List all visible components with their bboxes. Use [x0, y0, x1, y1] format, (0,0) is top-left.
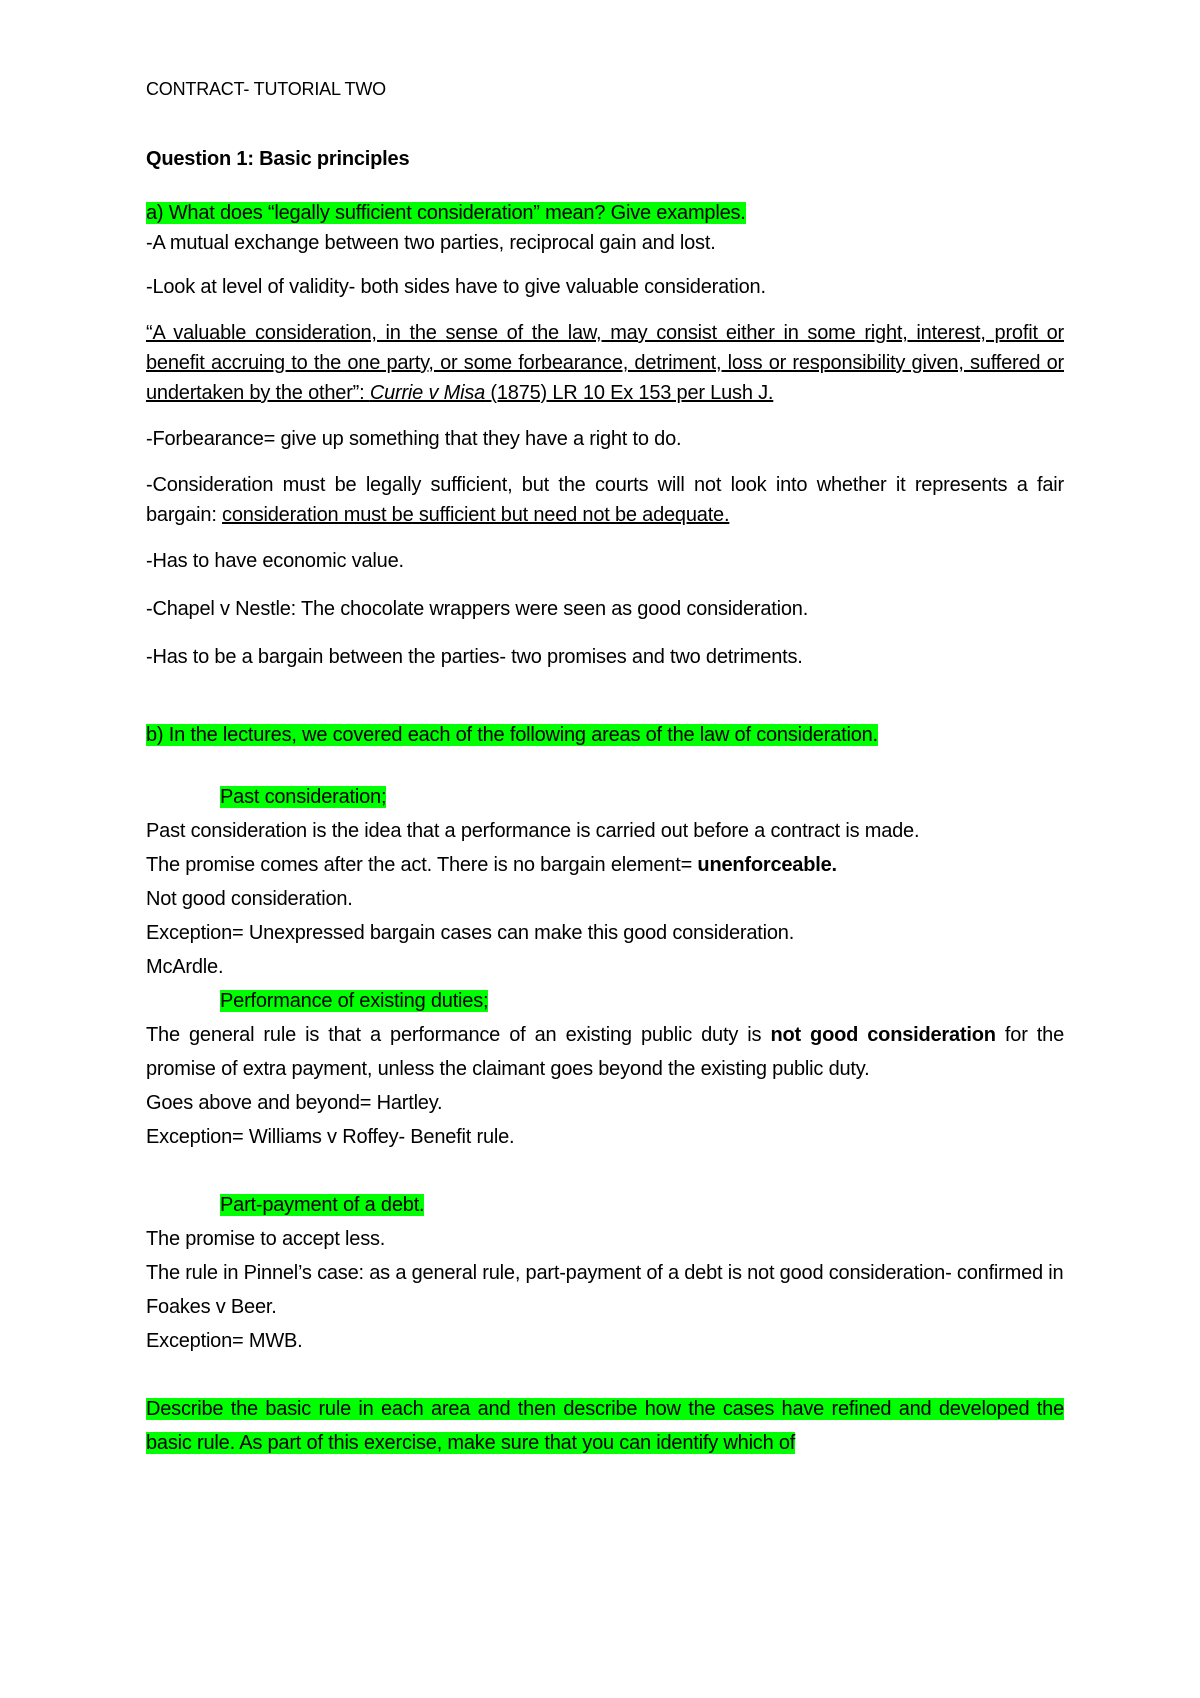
existing-duties-title-text: Performance of existing duties; — [220, 990, 489, 1012]
past-consideration-title — [146, 780, 1064, 814]
part-payment-line-2: The rule in Pinnel’s case: as a general rule, part-payment of a debt is not good consideration- confirmed in Foakes v Beer. — [146, 1262, 1064, 1318]
quote-case-name: Currie v Misa — [369, 382, 486, 404]
chapel-nestle-line: -Chapel v Nestle: The chocolate wrappers were seen as good consideration. — [146, 598, 809, 620]
question-a-heading-text: a) What does “legally sufficient consideration” mean? Give examples. — [146, 202, 746, 224]
question-b-heading-text: b) In the lectures, we covered each of the following areas of the law of consideration. — [146, 724, 878, 746]
past-line-2-bold: unenforceable. — [697, 854, 837, 876]
part-payment-title-text: Part-payment of a debt. — [220, 1194, 425, 1216]
part-payment-title — [146, 1188, 1064, 1222]
past-consideration-line-5: McArdle. — [146, 956, 224, 978]
part-payment-line-3: Exception= MWB. — [146, 1330, 303, 1352]
document-body — [146, 76, 1064, 1460]
question-a-heading — [146, 196, 1064, 230]
past-consideration-line-1: Past consideration is the idea that a performance is carried out before a contract is made. — [146, 820, 920, 842]
past-consideration-title-text: Past consideration; — [220, 786, 387, 808]
part-payment-line-1: The promise to accept less. — [146, 1228, 386, 1250]
forbearance-line: -Forbearance= give up something that they have a right to do. — [146, 428, 682, 450]
sufficiency-underlined: consideration must be sufficient but need not be adequate. — [222, 504, 730, 526]
question-title: Question 1: Basic principles — [146, 148, 410, 170]
existing-duties-line-2: Goes above and beyond= Hartley. — [146, 1092, 443, 1114]
past-consideration-line-2 — [146, 848, 1064, 882]
answer-a-line-2: -Look at level of validity- both sides have to give valuable consideration. — [146, 276, 766, 298]
question-b-heading — [146, 718, 1064, 752]
past-consideration-line-4: Exception= Unexpressed bargain cases can make this good consideration. — [146, 922, 795, 944]
existing-duties-line-3: Exception= Williams v Roffey- Benefit rule. — [146, 1126, 515, 1148]
existing-duties-line-1 — [146, 1018, 1064, 1086]
duties-line-1-post: for the promise of extra payment, unless the claimant goes beyond the existing public duty. — [146, 1024, 1064, 1080]
describe-instruction-text: Describe the basic rule in each area and then describe how the cases have refined and developed the basic rule. As part of this exercise, make sure that you can identify which of — [146, 1398, 1064, 1454]
duties-line-1-text: The general rule is that a performance of an existing public duty is — [146, 1024, 771, 1046]
sufficiency-paragraph — [146, 470, 1064, 530]
answer-a-line-1: -A mutual exchange between two parties, reciprocal gain and lost. — [146, 232, 716, 254]
sufficiency-text: -Consideration must be legally sufficient, but the courts will not look into whether it represents a fair bargain: — [146, 474, 1064, 526]
bargain-line: -Has to be a bargain between the parties- two promises and two detriments. — [146, 646, 803, 668]
past-consideration-line-3: Not good consideration. — [146, 888, 353, 910]
economic-value-line: -Has to have economic value. — [146, 550, 404, 572]
past-line-2-text: The promise comes after the act. There is no bargain element= — [146, 854, 698, 876]
valuable-consideration-quote — [146, 318, 1064, 408]
quote-text: “A valuable consideration, in the sense of the law, may consist either in some right, interest, profit or benefit accruing to the one party, or some forbearance, detriment, loss or responsibility given, suffered or undertaken by the other”: — [146, 322, 1064, 404]
describe-instruction — [146, 1392, 1064, 1460]
existing-duties-title — [146, 984, 1064, 1018]
duties-line-1-bold: not good consideration — [770, 1024, 996, 1046]
document-header: CONTRACT- TUTORIAL TWO — [146, 79, 386, 99]
quote-citation: (1875) LR 10 Ex 153 per Lush J. — [485, 382, 774, 404]
